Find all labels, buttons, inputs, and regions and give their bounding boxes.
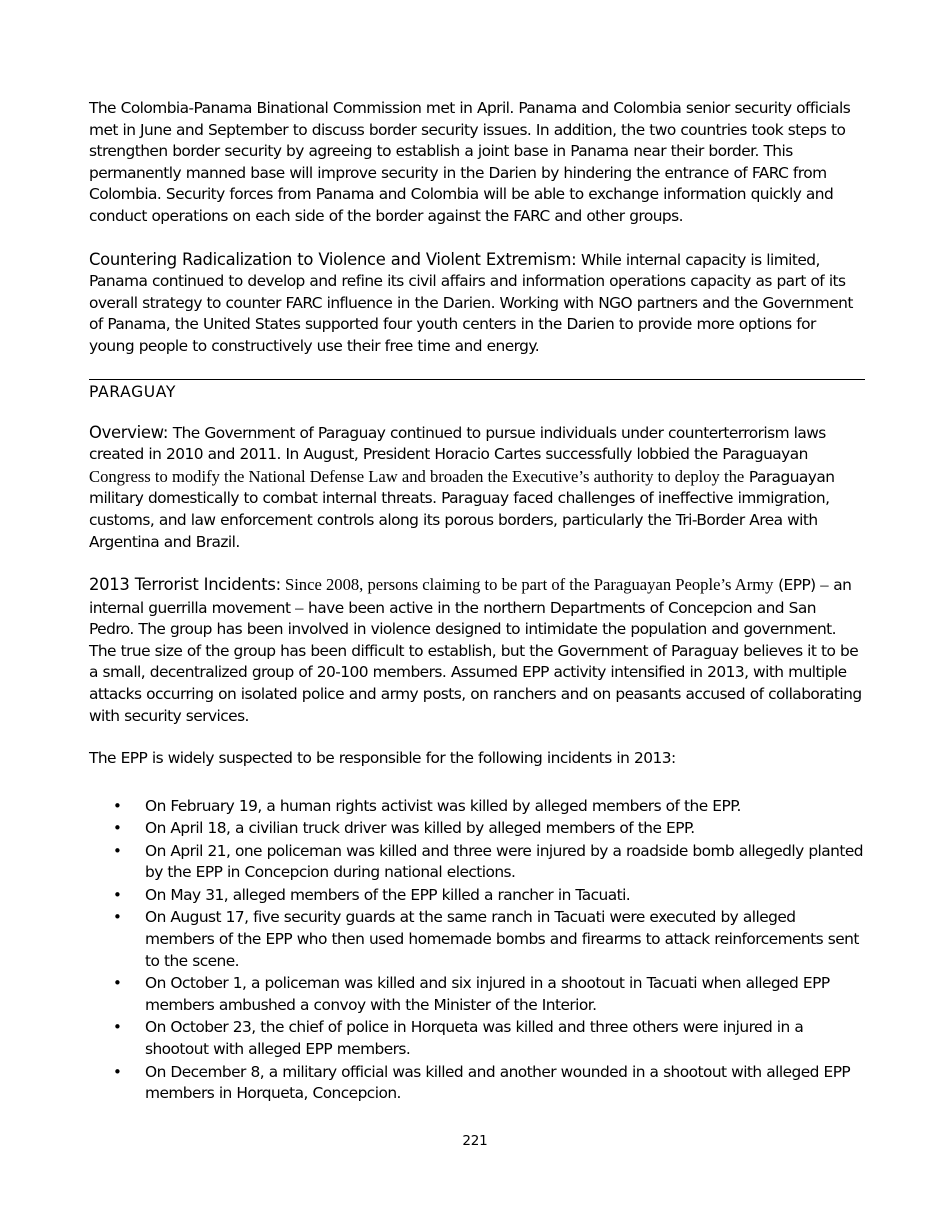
- incident-text: On October 1, a policeman was killed and six injured in a shootout in Tacuati when alleged EPP members ambushed a convoy with the Minister of the Interior.: [145, 974, 830, 1014]
- bullet-icon: •: [113, 974, 122, 993]
- bullet-icon: •: [113, 908, 122, 927]
- incidents-heading: 2013 Terrorist Incidents:: [89, 575, 281, 595]
- incidents-text-serif: Since 2008, persons claiming to be part of the Paraguayan People’s Army: [280, 575, 774, 595]
- list-item: [89, 818, 865, 840]
- overview-text-a: The Government of Paraguay continued to pursue individuals under counterterrorism laws created in 2010 and 2011. In August, President Horacio Cartes successfully lobbied the Paraguayan: [89, 423, 826, 464]
- paragraph-terrorist-incidents: [89, 574, 865, 727]
- list-intro: The EPP is widely suspected to be responsible for the following incidents in 2013:: [89, 749, 676, 768]
- incident-text: On October 23, the chief of police in Horqueta was killed and three others were injured in a shootout with alleged EPP members.: [145, 1018, 804, 1059]
- countering-heading: Countering Radicalization to Violence and Violent Extremism:: [89, 249, 577, 269]
- list-item: [89, 885, 865, 907]
- section-divider: [89, 379, 865, 403]
- bullet-icon: •: [113, 796, 122, 815]
- incident-text: On May 31, alleged members of the EPP killed a rancher in Tacuati.: [145, 885, 631, 904]
- incidents-text-a: (EPP): [773, 576, 821, 595]
- countering-text: While internal capacity is limited, Panama continued to develop and refine its civil affairs and information operations capacity as part of its overall strategy to counter FARC influence in the Darien. Working with NGO partners and the Government of Panama, the United States supported four youth centers in the Darien to provide more options for young people to constructively use their free time and energy.: [89, 250, 853, 355]
- section-title-paraguay: PARAGUAY: [89, 382, 176, 401]
- document-page: [89, 98, 865, 1106]
- paragraph-overview: [89, 422, 865, 554]
- paragraph-countering-radicalization: [89, 249, 865, 358]
- bullet-icon: •: [113, 1018, 122, 1037]
- paragraph-binational-commission: The Colombia-Panama Binational Commission met in April. Panama and Colombia senior security officials met in June and September to discuss border security issues. In addition, the two countries took steps to strengthen border security by agreeing to establish a joint base in Panama near their border. This permanently manned base will improve security in the Darien by hindering the entrance of FARC from Colombia. Security forces from Panama and Colombia will be able to exchange information quickly and conduct operations on each side of the border against the FARC and other groups.: [89, 99, 851, 225]
- incidents-dash-2: –: [295, 597, 304, 617]
- incidents-dash-1: –: [820, 575, 829, 595]
- overview-text-b: Paraguayan military domestically to combat internal threats. Paraguay faced challenges of ineffective immigration, customs, and law enforcement controls along its porous borders, particularly the Tri-Border Area with Argentina and Brazil.: [89, 467, 835, 551]
- incidents-text-b: an internal guerrilla movement: [89, 576, 852, 617]
- bullet-icon: •: [113, 841, 122, 860]
- bullet-icon: •: [113, 885, 122, 904]
- list-item: [89, 796, 865, 818]
- incidents-text-c: have been active in the northern Departments of Concepcion and San Pedro. The group has been involved in violence designed to intimidate the population and government. The true size of the group has been difficult to establish, but the Government of Paraguay believes it to be a small, decentralized group of 20-100 members. Assumed EPP activity intensified in 2013, with multiple attacks occurring on isolated police and army posts, on ranchers and on peasants accused of collaborating with security services.: [89, 598, 862, 725]
- overview-heading: Overview:: [89, 422, 169, 442]
- incident-text: On February 19, a human rights activist was killed by alleged members of the EPP.: [145, 796, 741, 815]
- list-item: [89, 973, 865, 1017]
- incident-text: On December 8, a military official was killed and another wounded in a shootout with alleged EPP members in Horqueta, Concepcion.: [145, 1062, 851, 1103]
- bullet-icon: •: [113, 1062, 122, 1081]
- incident-text: On April 21, one policeman was killed and three were injured by a roadside bomb allegedly planted by the EPP in Concepcion during national elections.: [145, 841, 863, 882]
- incident-list: [89, 796, 865, 1105]
- bullet-icon: •: [113, 819, 122, 838]
- list-item: [89, 907, 865, 972]
- list-item: [89, 1062, 865, 1106]
- overview-text-serif: Congress to modify the National Defense Law and broaden the Executive’s authority to deploy the: [89, 466, 745, 486]
- list-item: [89, 841, 865, 885]
- page-number: 221: [462, 1133, 488, 1149]
- incident-text: On August 17, five security guards at the same ranch in Tacuati were executed by alleged members of the EPP who then used homemade bombs and firearms to attack reinforcements sent to the scene.: [145, 908, 859, 970]
- list-item: [89, 1017, 865, 1061]
- incident-text: On April 18, a civilian truck driver was killed by alleged members of the EPP.: [145, 819, 695, 838]
